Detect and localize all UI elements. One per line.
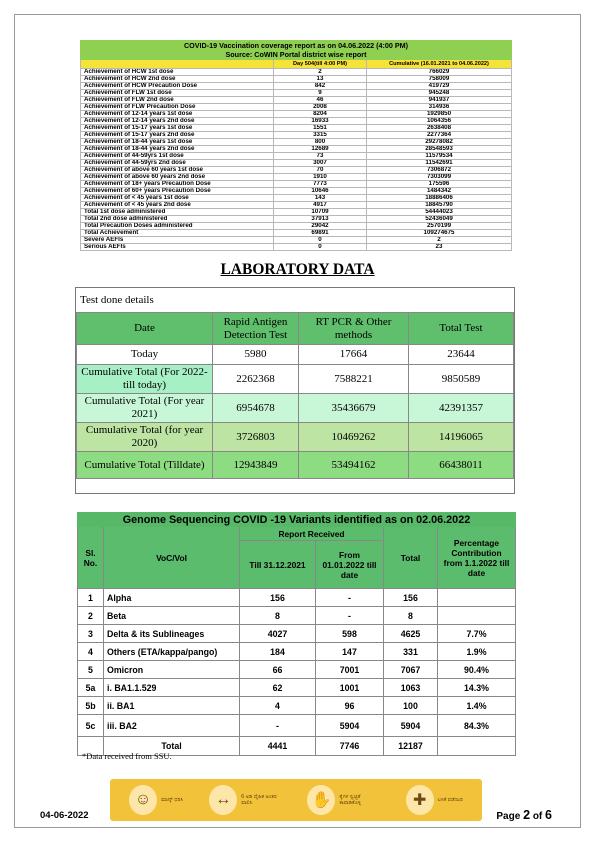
genome-title: Genome Sequencing COVID -19 Variants identified as on 02.06.2022: [78, 513, 516, 527]
genome-total-label: Total: [104, 737, 240, 756]
genome-cell-total: 1063: [384, 679, 438, 697]
vaccination-cell-cum: 766029: [367, 69, 512, 76]
genome-cell-pct: 14.3%: [438, 679, 516, 697]
footer-date: 04-06-2022: [40, 810, 89, 821]
genome-cell-name: iii. BA2: [104, 715, 240, 737]
genome-cell-from: 5904: [316, 715, 384, 737]
vaccination-cell-day: 69891: [274, 230, 367, 237]
lab-cell: 14196065: [409, 423, 514, 452]
banner-text: ಕೈಗಳ ಸ್ವಚ್ಛತೆ ಕಾಪಾಡಿಕೊಳ್ಳಿ: [339, 793, 362, 806]
page-of: of: [532, 811, 543, 822]
vaccination-cell-label: Achievement of 18-44 years 2nd dose: [81, 146, 274, 153]
vaccination-cell-day: 70: [274, 167, 367, 174]
vaccination-cell-label: Achievement of 44-59yrs 2nd dose: [81, 160, 274, 167]
vaccination-cell-cum: 2277364: [367, 132, 512, 139]
genome-cell-till: 184: [240, 643, 316, 661]
genome-cell-total: 4625: [384, 625, 438, 643]
genome-cell-pct: 1.4%: [438, 697, 516, 715]
vaccination-row: [81, 230, 512, 237]
vaccination-cell-day: 46: [274, 97, 367, 104]
lab-cell: 23644: [409, 345, 514, 365]
genome-cell-from: -: [316, 589, 384, 607]
lab-cell: 5980: [213, 345, 299, 365]
genome-row: [78, 643, 516, 661]
vaccination-cell-cum: 1929850: [367, 111, 512, 118]
genome-cell-from: 1001: [316, 679, 384, 697]
vaccination-cell-cum: 945248: [367, 90, 512, 97]
vaccination-cell-day: 9: [274, 90, 367, 97]
vaccination-cell-label: Achievement of 18-44 years 1st dose: [81, 139, 274, 146]
vaccination-cell-label: Achievement of above 60 years 1st dose: [81, 167, 274, 174]
vaccination-cell-label: Achievement of < 45 years 1st dose: [81, 195, 274, 202]
page-prefix: Page: [496, 811, 521, 822]
vaccination-cell-cum: 18886406: [367, 195, 512, 202]
genome-cell-total: 8: [384, 607, 438, 625]
vaccination-row: [81, 146, 512, 153]
genome-cell-till: -: [240, 715, 316, 737]
vaccination-header-day: Day 504(till 4:00 PM): [274, 60, 367, 69]
vaccination-row: [81, 76, 512, 83]
genome-cell-pct: 1.9%: [438, 643, 516, 661]
genome-row: [78, 625, 516, 643]
genome-cell-name: Others (ETA/kappa/pango): [104, 643, 240, 661]
lab-header-rtpcr: RT PCR & Other methods: [299, 313, 409, 345]
lab-caption: Test done details: [80, 294, 154, 306]
vaccination-header-label: [81, 60, 274, 69]
vaccination-cell-day: 29042: [274, 223, 367, 230]
vaccination-cell-label: Achievement of 44-59yrs 1st dose: [81, 153, 274, 160]
vaccination-row: [81, 97, 512, 104]
vaccination-row: [81, 223, 512, 230]
genome-row: [78, 607, 516, 625]
vaccination-cell-day: 1910: [274, 174, 367, 181]
vaccination-cell-day: 2: [274, 69, 367, 76]
genome-cell-sl: 5: [78, 661, 104, 679]
vaccination-row: [81, 160, 512, 167]
distance-icon: ↔: [209, 785, 237, 815]
vaccination-cell-label: Achievement of 15-17 years 1st dose: [81, 125, 274, 132]
vaccination-cell-label: Achievement of 18+ years Precaution Dose: [81, 181, 274, 188]
genome-total-pct: [438, 737, 516, 756]
vaccination-row: [81, 181, 512, 188]
vaccination-title: COVID-19 Vaccination coverage report as on 04.06.2022 (4:00 PM) Source: CoWIN Portal district wise report: [81, 41, 512, 60]
genome-cell-pct: [438, 607, 516, 625]
handwash-icon: ✋: [307, 785, 335, 815]
lab-cell: 17664: [299, 345, 409, 365]
vaccination-cell-cum: 175596: [367, 181, 512, 188]
genome-row: [78, 697, 516, 715]
vaccination-row: [81, 104, 512, 111]
vaccination-cell-day: 1551: [274, 125, 367, 132]
genome-cell-from: -: [316, 607, 384, 625]
genome-header-pct: Percentage Contribution from 1.1.2022 till date: [438, 527, 516, 589]
genome-table: [77, 512, 516, 756]
lab-cell: Cumulative Total (Tilldate): [77, 452, 213, 479]
vaccination-cell-label: Achievement of HCW Precaution Dose: [81, 83, 274, 90]
genome-cell-total: 331: [384, 643, 438, 661]
vaccination-cell-day: 16933: [274, 118, 367, 125]
genome-cell-name: Omicron: [104, 661, 240, 679]
vaccination-cell-label: Achievement of 60+ years Precaution Dose: [81, 188, 274, 195]
vaccination-cell-cum: 23: [367, 244, 512, 251]
lab-cell: 9850589: [409, 365, 514, 394]
genome-cell-sl: 3: [78, 625, 104, 643]
lab-cell: 2262368: [213, 365, 299, 394]
lab-cell: 53494162: [299, 452, 409, 479]
genome-header-voc: VoC/VoI: [104, 527, 240, 589]
genome-total-total: 12187: [384, 737, 438, 756]
vaccination-row: [81, 167, 512, 174]
genome-row: [78, 661, 516, 679]
genome-cell-from: 7001: [316, 661, 384, 679]
vaccination-cell-label: Achievement of < 45 years 2nd dose: [81, 202, 274, 209]
vaccination-row: [81, 125, 512, 132]
genome-cell-till: 62: [240, 679, 316, 697]
vaccination-cell-label: Total Precaution Doses administered: [81, 223, 274, 230]
genome-cell-sl: 2: [78, 607, 104, 625]
banner-text: ಲಸಿಕೆ ಪಡೆಯಿರಿ: [437, 796, 463, 803]
vaccination-cell-cum: 1484342: [367, 188, 512, 195]
genome-cell-pct: 84.3%: [438, 715, 516, 737]
lab-cell: 12943849: [213, 452, 299, 479]
lab-cell: 42391357: [409, 394, 514, 423]
vaccination-cell-label: Severe AEFIs: [81, 237, 274, 244]
vaccination-cell-day: 2008: [274, 104, 367, 111]
mask-icon: ☺: [129, 785, 157, 815]
vaccination-cell-day: 10709: [274, 209, 367, 216]
vaccination-cell-day: 8204: [274, 111, 367, 118]
lab-cell: 6954678: [213, 394, 299, 423]
vaccination-cell-day: 4917: [274, 202, 367, 209]
vaccination-cell-cum: 28548593: [367, 146, 512, 153]
genome-cell-name: ii. BA1: [104, 697, 240, 715]
vaccination-cell-cum: 11579534: [367, 153, 512, 160]
vaccination-cell-cum: 54444023: [367, 209, 512, 216]
vaccination-cell-cum: 1064356: [367, 118, 512, 125]
vaccination-cell-label: Achievement of FLW 1st dose: [81, 90, 274, 97]
genome-cell-total: 7067: [384, 661, 438, 679]
lab-cell: 35436679: [299, 394, 409, 423]
genome-total-from: 7746: [316, 737, 384, 756]
vaccination-row: [81, 90, 512, 97]
lab-table: [76, 312, 514, 479]
lab-cell: 10469262: [299, 423, 409, 452]
vaccination-row: [81, 216, 512, 223]
vaccination-cell-day: 842: [274, 83, 367, 90]
vaccination-cell-cum: 941937: [367, 97, 512, 104]
vaccination-cell-label: Serious AEFIs: [81, 244, 274, 251]
genome-cell-from: 96: [316, 697, 384, 715]
genome-row: [78, 679, 516, 697]
genome-cell-from: 598: [316, 625, 384, 643]
page-number: [496, 808, 552, 822]
banner-item-handwash: [307, 785, 379, 815]
vaccination-row: [81, 83, 512, 90]
genome-cell-till: 4027: [240, 625, 316, 643]
vaccination-row: [81, 237, 512, 244]
genome-cell-till: 4: [240, 697, 316, 715]
banner-item-vaccine: [406, 785, 463, 815]
genome-row: [78, 589, 516, 607]
lab-container: [75, 287, 515, 494]
vaccination-cell-cum: 2570199: [367, 223, 512, 230]
vaccination-cell-label: Achievement of 12-14 years 2nd dose: [81, 118, 274, 125]
vaccination-cell-label: Achievement of 15-17 years 2nd dose: [81, 132, 274, 139]
vaccination-cell-cum: 109274675: [367, 230, 512, 237]
vaccination-row: [81, 174, 512, 181]
lab-cell: Today: [77, 345, 213, 365]
genome-header-sl: Sl. No.: [78, 527, 104, 589]
vaccination-cell-label: Total 1st dose administered: [81, 209, 274, 216]
vaccination-cell-cum: 419729: [367, 83, 512, 90]
vaccination-cell-cum: 52436049: [367, 216, 512, 223]
vaccination-cell-label: Achievement of FLW 2nd dose: [81, 97, 274, 104]
lab-cell: Cumulative Total (for year 2020): [77, 423, 213, 452]
page-current: 2: [523, 808, 531, 822]
vaccination-row: [81, 111, 512, 118]
vaccination-cell-day: 0: [274, 237, 367, 244]
vaccination-table: [80, 40, 512, 251]
vaccination-row: [81, 202, 512, 209]
genome-header-till: Till 31.12.2021: [240, 541, 316, 589]
lab-header-date: Date: [77, 313, 213, 345]
vaccination-row: [81, 188, 512, 195]
genome-cell-till: 66: [240, 661, 316, 679]
vaccination-cell-cum: 11542691: [367, 160, 512, 167]
genome-cell-from: 147: [316, 643, 384, 661]
vaccination-header-cumulative: Cumulative (16.01.2021 to 04.06.2022): [367, 60, 512, 69]
vaccination-cell-label: Achievement of FLW Precaution Dose: [81, 104, 274, 111]
vaccination-cell-cum: 2638408: [367, 125, 512, 132]
vaccination-row: [81, 139, 512, 146]
genome-row: [78, 715, 516, 737]
vaccination-cell-day: 3007: [274, 160, 367, 167]
vaccination-cell-cum: 758009: [367, 76, 512, 83]
genome-header-from: From 01.01.2022 till date: [316, 541, 384, 589]
vaccination-cell-day: 73: [274, 153, 367, 160]
vaccination-cell-day: 800: [274, 139, 367, 146]
vaccination-row: [81, 69, 512, 76]
genome-cell-total: 156: [384, 589, 438, 607]
vaccination-cell-cum: 18845790: [367, 202, 512, 209]
vaccination-cell-day: 37913: [274, 216, 367, 223]
vaccination-cell-cum: 7303099: [367, 174, 512, 181]
vaccination-cell-label: Total Achievement: [81, 230, 274, 237]
vaccination-cell-label: Achievement of 12-14 years 1st dose: [81, 111, 274, 118]
genome-cell-sl: 5b: [78, 697, 104, 715]
vaccination-cell-cum: 2: [367, 237, 512, 244]
genome-cell-name: Beta: [104, 607, 240, 625]
lab-cell: Cumulative Total (For 2022- till today): [77, 365, 213, 394]
genome-cell-pct: 7.7%: [438, 625, 516, 643]
vaccination-cell-day: 143: [274, 195, 367, 202]
genome-header-report: Report Received: [240, 527, 384, 541]
page-total: 6: [545, 808, 552, 822]
genome-cell-pct: [438, 589, 516, 607]
genome-cell-total: 5904: [384, 715, 438, 737]
genome-header-total: Total: [384, 527, 438, 589]
vaccination-row: [81, 132, 512, 139]
banner-item-mask: [129, 785, 183, 815]
vaccination-row: [81, 209, 512, 216]
vaccination-cell-cum: 7306872: [367, 167, 512, 174]
genome-cell-total: 100: [384, 697, 438, 715]
genome-cell-sl: 5a: [78, 679, 104, 697]
banner-text: ಮಾಸ್ಕ್ ಧರಿಸಿ: [161, 796, 184, 803]
genome-total-till: 4441: [240, 737, 316, 756]
footnote: *Data received from SSU.: [82, 751, 172, 761]
genome-cell-sl: 1: [78, 589, 104, 607]
vaccination-cell-day: 0: [274, 244, 367, 251]
genome-cell-name: Delta & its Sublineages: [104, 625, 240, 643]
genome-cell-till: 8: [240, 607, 316, 625]
lab-cell: 7588221: [299, 365, 409, 394]
genome-cell-till: 156: [240, 589, 316, 607]
genome-cell-pct: 90.4%: [438, 661, 516, 679]
banner-item-distance: [209, 785, 281, 815]
lab-title: LABORATORY DATA: [220, 261, 375, 278]
vaccination-row: [81, 244, 512, 251]
genome-cell-name: i. BA1.1.529: [104, 679, 240, 697]
lab-header-rat: Rapid Antigen Detection Test: [213, 313, 299, 345]
vaccination-row: [81, 195, 512, 202]
vaccination-cell-cum: 314936: [367, 104, 512, 111]
vaccination-cell-label: Total 2nd dose administered: [81, 216, 274, 223]
vaccination-cell-label: Achievement of HCW 2nd dose: [81, 76, 274, 83]
genome-cell-name: Alpha: [104, 589, 240, 607]
genome-cell-sl: 4: [78, 643, 104, 661]
banner-text: 6 ಅಡಿ ದೈಹಿಕ ಅಂತರ ಪಾಲಿಸಿ: [241, 793, 277, 806]
vaccination-row: [81, 118, 512, 125]
genome-cell-sl: 5c: [78, 715, 104, 737]
vaccination-cell-day: 3315: [274, 132, 367, 139]
vaccination-cell-day: 7773: [274, 181, 367, 188]
vaccination-cell-day: 12689: [274, 146, 367, 153]
vaccination-cell-label: Achievement of HCW 1st dose: [81, 69, 274, 76]
vaccination-cell-day: 10646: [274, 188, 367, 195]
vaccination-cell-label: Achievement of above 60 years 2nd dose: [81, 174, 274, 181]
lab-cell: 3726803: [213, 423, 299, 452]
vaccine-icon: ✚: [406, 785, 434, 815]
vaccination-row: [81, 153, 512, 160]
lab-cell: 66438011: [409, 452, 514, 479]
lab-cell: Cumulative Total (For year 2021): [77, 394, 213, 423]
lab-header-total: Total Test: [409, 313, 514, 345]
vaccination-cell-day: 13: [274, 76, 367, 83]
covid-appropriate-behaviour-banner: [110, 779, 482, 821]
vaccination-cell-cum: 29278082: [367, 139, 512, 146]
